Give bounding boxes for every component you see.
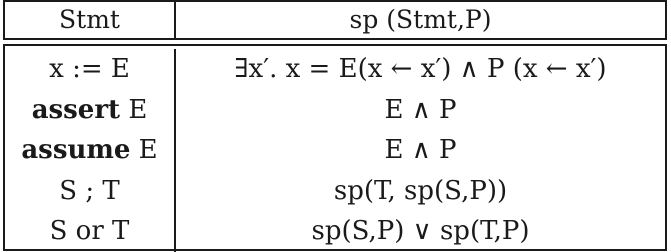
header-row xyxy=(5,2,665,38)
stmt-text: x := E xyxy=(49,54,130,84)
stmt-text: E xyxy=(130,135,158,165)
sp-cell: E ∧ P xyxy=(384,135,457,165)
table-body xyxy=(3,44,667,251)
stmt-keyword: assert xyxy=(31,94,121,125)
stmt-keyword: assume xyxy=(21,135,131,165)
sp-cell: sp(T, sp(S,P)) xyxy=(333,175,508,206)
stmt-cell xyxy=(5,90,176,131)
stmt-cell xyxy=(5,211,176,252)
header-stmt: Stmt xyxy=(5,2,176,38)
header-sp: sp (Stmt,P) xyxy=(349,5,492,34)
stmt-text: S ; T xyxy=(59,175,120,206)
stmt-cell xyxy=(5,171,176,212)
sp-cell: sp(S,P) ∨ sp(T,P) xyxy=(311,216,530,246)
table-header xyxy=(3,0,667,40)
sp-cell: E ∧ P xyxy=(384,94,457,125)
table-row xyxy=(5,130,665,171)
stmt-cell xyxy=(5,130,176,171)
stmt-text: E xyxy=(120,94,148,125)
table-row xyxy=(5,49,665,90)
sp-cell: ∃x′. x = E(x ← x′) ∧ P (x ← x′) xyxy=(234,54,607,84)
table-row xyxy=(5,211,665,252)
table-row xyxy=(5,171,665,212)
stmt-cell xyxy=(5,49,176,90)
stmt-text: S or T xyxy=(49,216,130,246)
table-row xyxy=(5,90,665,131)
